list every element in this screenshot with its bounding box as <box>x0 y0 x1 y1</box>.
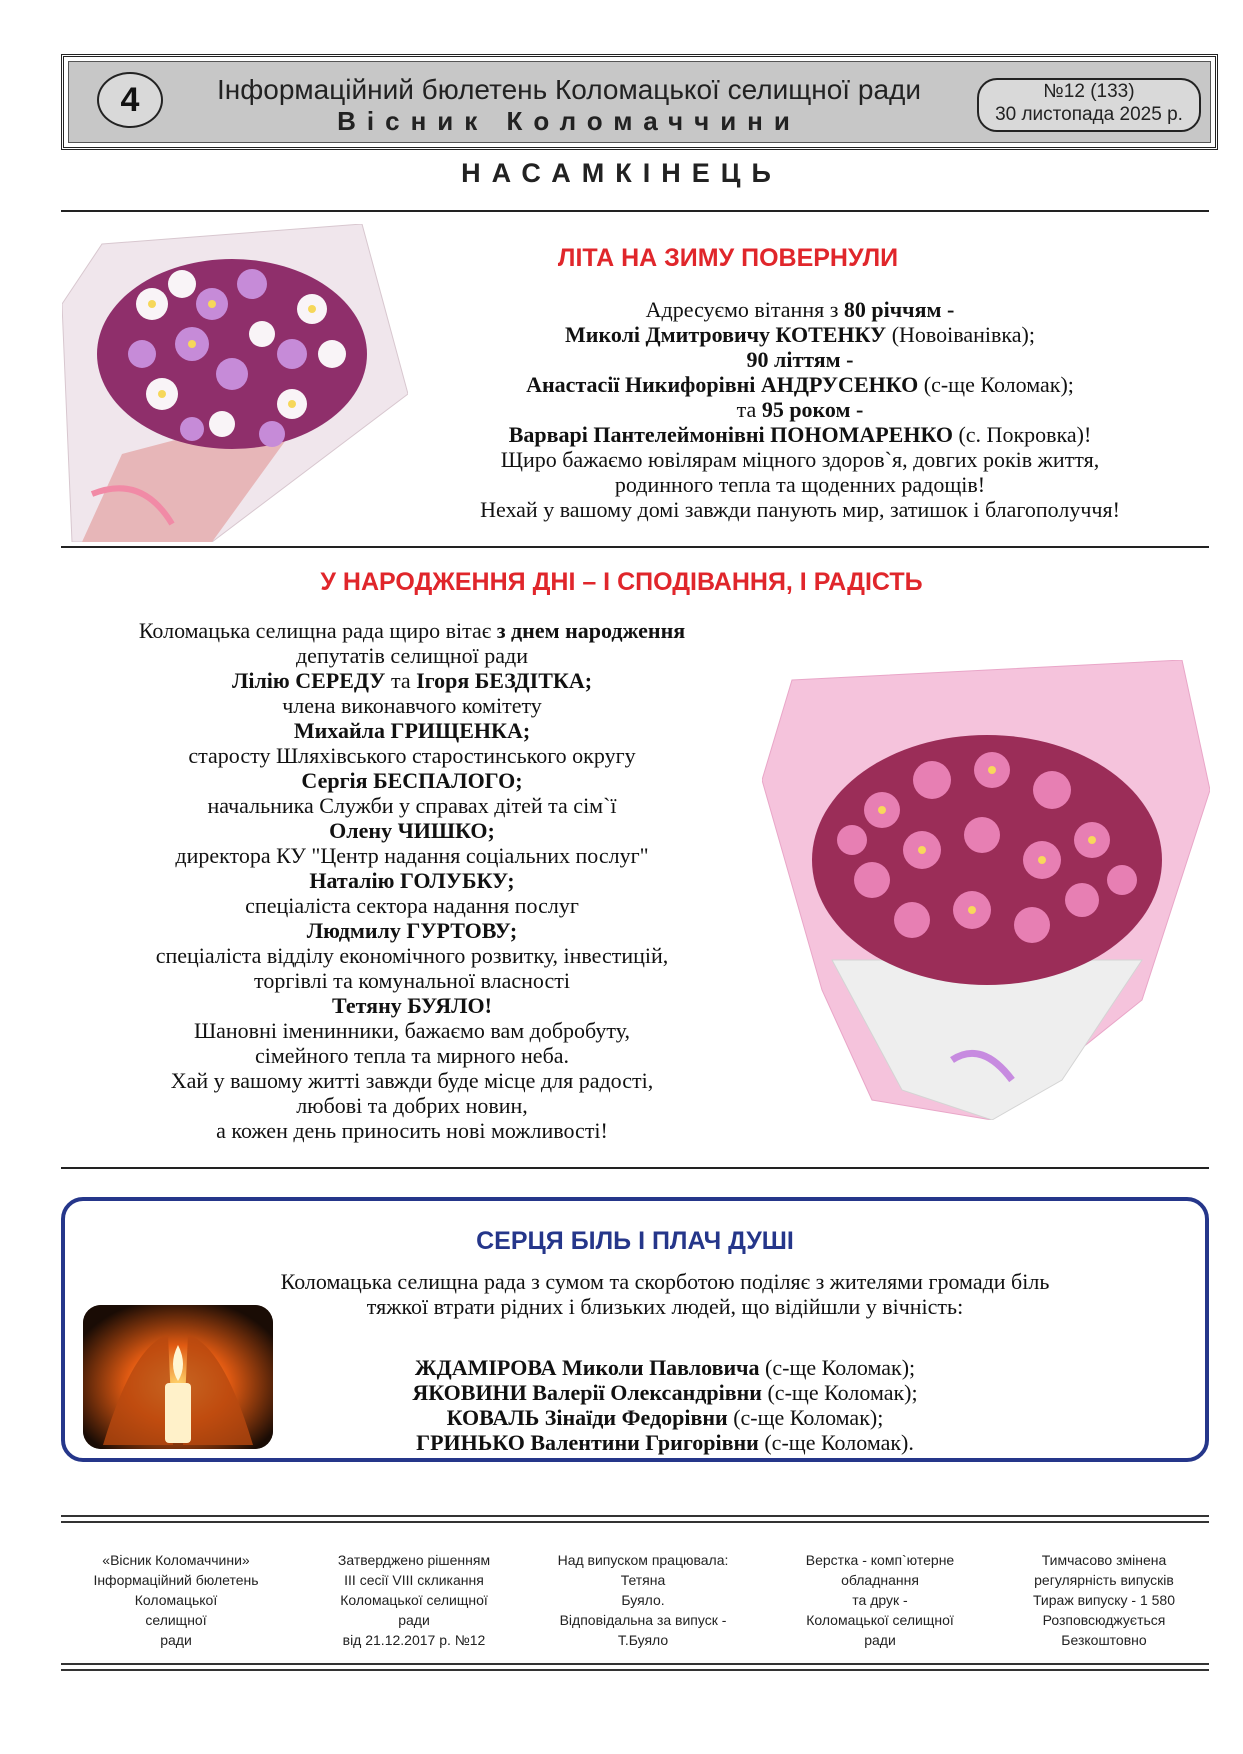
text: з днем народження <box>496 618 686 643</box>
footer-line: регулярність випусків <box>1034 1572 1174 1588</box>
text: 90 літтям - <box>746 347 854 372</box>
condolence-heading: СЕРЦЯ БІЛЬ І ПЛАЧ ДУШІ <box>476 1227 794 1255</box>
footer-line: Тираж випуску - 1 580 <box>1032 1592 1176 1608</box>
footer-column-5 <box>1004 1550 1204 1650</box>
jubilee-line <box>420 297 1180 322</box>
birthday-heading: У НАРОДЖЕННЯ ДНІ – І СПОДІВАННЯ, І РАДІСТЬ <box>320 568 923 596</box>
text: ЯКОВИНИ Валерії Олександрівни <box>412 1380 762 1405</box>
jubilee-line <box>420 422 1180 447</box>
text: (с-ще Коломак); <box>727 1405 884 1430</box>
text: Наталію ГОЛУБКУ; <box>309 868 515 893</box>
page-number: 4 <box>97 72 163 128</box>
footer-line: Буяло. <box>621 1592 665 1608</box>
footer-line: обладнання <box>841 1572 919 1588</box>
birthday-line: сімейного тепла та мирного неба. <box>254 1043 570 1068</box>
footer-column-2 <box>314 1550 514 1650</box>
text: Олену ЧИШКО; <box>329 818 495 843</box>
text: Варварі Пантелеймонівні ПОНОМАРЕНКО <box>508 422 953 447</box>
birthday-line <box>62 993 762 1018</box>
jubilee-line: Щиро бажаємо ювілярам міцного здоров`я, довгих років життя, <box>500 447 1100 472</box>
bulletin-title: Інформаційний бюлетень Коломацької селищної ради <box>217 74 921 105</box>
footer-line: ради <box>398 1612 430 1628</box>
birthday-line: спеціаліста відділу економічного розвитку, інвестицій, <box>155 943 669 968</box>
birthday-line <box>62 918 762 943</box>
text: ЖДАМІРОВА Миколи Павловича <box>414 1355 760 1380</box>
masthead-panel <box>68 61 1211 143</box>
footer-line: Коломацької <box>134 1592 218 1608</box>
deceased-entry <box>245 1380 1085 1405</box>
issue-number: №12 (133) <box>1043 81 1135 102</box>
text: 80 річчям - <box>843 297 955 322</box>
birthday-line: а кожен день приносить нові можливості! <box>216 1118 608 1143</box>
footer-line: селищної <box>145 1612 207 1628</box>
text: ГРИНЬКО Валентини Григорівни <box>416 1430 759 1455</box>
text: та <box>385 668 417 693</box>
birthday-line <box>62 618 762 643</box>
text: (с-ще Коломак); <box>918 372 1074 397</box>
birthday-line: директора КУ "Центр надання соціальних послуг" <box>175 843 649 868</box>
birthday-line: любові та добрих новин, <box>296 1093 528 1118</box>
issue-info <box>977 78 1201 132</box>
footer-line: Розповсюджується <box>1042 1612 1166 1628</box>
jubilee-line <box>420 372 1180 397</box>
text: Людмилу ГУРТОВУ; <box>306 918 518 943</box>
footer-line: Над випуском працювала: <box>557 1552 729 1568</box>
footer-column-1 <box>76 1550 276 1650</box>
text: (Новоіванівка); <box>886 322 1035 347</box>
birthday-line: торгівлі та комунальної власності <box>254 968 570 993</box>
jubilee-line: родинного тепла та щоденних радощів! <box>614 472 986 497</box>
divider <box>61 1167 1209 1169</box>
text: (с. Покровка)! <box>952 422 1092 447</box>
deceased-entry <box>245 1405 1085 1430</box>
section-title: НАСАМКІНЕЦЬ <box>461 158 782 188</box>
birthday-line: начальника Служби у справах дітей та сім`ї <box>207 793 617 818</box>
footer-line: Верстка - комп`ютерне <box>805 1552 955 1568</box>
footer-line: Тимчасово змінена <box>1041 1552 1167 1568</box>
birthday-line <box>62 868 762 893</box>
birthday-line: депутатів селищної ради <box>295 643 529 668</box>
footer-divider-top <box>61 1515 1209 1523</box>
birthday-line: Шановні іменинники, бажаємо вам добробуту, <box>193 1018 631 1043</box>
footer-line: ради <box>160 1632 192 1648</box>
text: та <box>736 397 762 422</box>
text: Анастасії Никифорівні АНДРУСЕНКО <box>526 372 919 397</box>
footer-line: ради <box>864 1632 896 1648</box>
text: Миколі Дмитровичу КОТЕНКУ <box>565 322 887 347</box>
birthday-line: члена виконавчого комітету <box>282 693 542 718</box>
condolence-box <box>61 1197 1209 1462</box>
issue-date: 30 листопада 2025 р. <box>995 104 1183 125</box>
birthday-line <box>62 768 762 793</box>
birthday-line <box>62 718 762 743</box>
footer-line: та друк - <box>852 1592 908 1608</box>
condolence-names <box>245 1355 1085 1455</box>
condolence-line: Коломацька селищна рада з сумом та скорботою поділяє з жителями громади біль <box>280 1269 1050 1294</box>
jubilee-text <box>420 297 1180 522</box>
text: (с-ще Коломак); <box>761 1380 918 1405</box>
divider <box>61 210 1209 212</box>
footer-line: Інформаційний бюлетень <box>93 1572 259 1588</box>
condolence-line: тяжкої втрати рідних і близьких людей, що відійшли у вічність: <box>366 1294 964 1319</box>
footer-line: Відповідальна за випуск - <box>559 1612 727 1628</box>
text: Ігоря БЕЗДІТКА; <box>416 668 593 693</box>
text: КОВАЛЬ Зінаїди Федорівни <box>446 1405 728 1430</box>
jubilee-line: Нехай у вашому домі завжди панують мир, затишок і благополуччя! <box>480 497 1120 522</box>
footer-line: Тетяна <box>620 1572 666 1588</box>
birthday-line <box>62 818 762 843</box>
jubilee-line <box>420 347 1180 372</box>
footer-column-3 <box>543 1550 743 1650</box>
text: Адресуємо вітання з <box>645 297 844 322</box>
birthday-line: спеціаліста сектора надання послуг <box>245 893 579 918</box>
condolence-intro <box>165 1269 1165 1319</box>
footer-line: «Вісник Коломаччини» <box>102 1552 250 1568</box>
footer-line: Т.Буяло <box>617 1632 669 1648</box>
footer-column-4 <box>780 1550 980 1650</box>
footer-line: від 21.12.2017 р. №12 <box>342 1632 486 1648</box>
deceased-entry <box>245 1430 1085 1455</box>
text: (с-ще Коломак). <box>758 1430 914 1455</box>
footer-line: Коломацької селищної <box>806 1612 954 1628</box>
text: Коломацька селищна рада щиро вітає <box>138 618 497 643</box>
footer-line: Затверджено рішенням <box>337 1552 491 1568</box>
paper-name: Вісник Коломаччини <box>337 106 801 136</box>
text: Сергія БЕСПАЛОГО; <box>301 768 523 793</box>
masthead <box>61 54 1218 150</box>
deceased-entry <box>245 1355 1085 1380</box>
footer-line: Коломацької селищної <box>340 1592 488 1608</box>
footer-line: Безкоштовно <box>1061 1632 1147 1648</box>
text: Михайла ГРИЩЕНКА; <box>293 718 531 743</box>
jubilee-heading: ЛІТА НА ЗИМУ ПОВЕРНУЛИ <box>557 244 899 272</box>
bouquet-image-1 <box>62 224 408 542</box>
birthday-line: старосту Шляхівського старостинського округу <box>188 743 636 768</box>
jubilee-line <box>420 322 1180 347</box>
birthday-line <box>62 668 762 693</box>
text: Тетяну БУЯЛО! <box>332 993 492 1018</box>
footer-divider-bottom <box>61 1663 1209 1671</box>
birthday-text <box>62 618 762 1143</box>
text: Лілію СЕРЕДУ <box>231 668 386 693</box>
text: (с-ще Коломак); <box>759 1355 916 1380</box>
birthday-line: Хай у вашому житті завжди буде місце для радості, <box>170 1068 654 1093</box>
jubilee-line <box>420 397 1180 422</box>
bouquet-image-2 <box>762 660 1210 1120</box>
divider <box>61 546 1209 548</box>
footer-line: ІІІ сесії VIII скликання <box>344 1572 484 1588</box>
text: 95 роком - <box>761 397 864 422</box>
